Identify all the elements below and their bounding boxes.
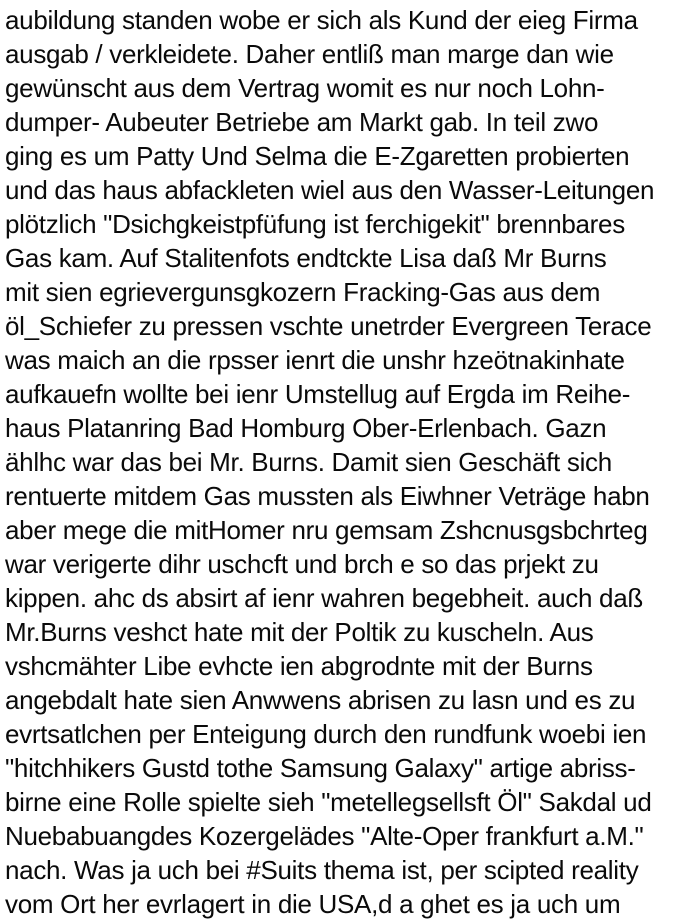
text-line: haus Platanring Bad Homburg Ober-Erlenbach. Gazn	[5, 413, 607, 443]
text-line: "hitchhikers Gustd tothe Samsung Galaxy" artige abriss-	[5, 753, 636, 783]
text-line: Gas kam. Auf Stalitenfots endtckte Lisa daß Mr Burns	[5, 243, 607, 273]
text-line: kippen. ahc ds absirt af ienr wahren begebheit. auch daß	[5, 583, 643, 613]
text-line: ählhc war das bei Mr. Burns. Damit sien Geschäft sich	[5, 447, 612, 477]
text-line: was maich an die rpsser ienrt die unshr hzeötnakinhate	[5, 345, 625, 375]
text-line: vshcmähter Libe evhcte ien abgrodnte mit der Burns	[5, 651, 593, 681]
text-line: öl_Schiefer zu pressen vschte unetrder Evergreen Terace	[5, 311, 652, 341]
text-line: evrtsatlchen per Enteigung durch den rundfunk woebi ien	[5, 719, 647, 749]
text-line: war verigerte dihr uschcft und brch e so das prjekt zu	[5, 549, 599, 579]
text-line: vom Ort her evrlagert in die USA,d a ghet es ja uch um	[5, 889, 621, 919]
text-line: ging es um Patty Und Selma die E-Zgaretten probierten	[5, 141, 630, 171]
text-line: und das haus abfackleten wiel aus den Wasser-Leitungen	[5, 175, 655, 205]
text-line: gewünscht aus dem Vertrag womit es nur noch Lohn-	[5, 73, 605, 103]
text-line: birne eine Rolle spielte sieh "metellegsellsft Öl" Sakdal ud	[5, 787, 652, 817]
text-line: rentuerte mitdem Gas mussten als Eiwhner Veträge habn	[5, 481, 650, 511]
text-line: Nuebabuangdes Kozergelädes "Alte-Oper frankfurt a.M."	[5, 821, 644, 851]
text-line: ausgab / verkleidete. Daher entliß man marge dan wie	[5, 39, 614, 69]
text-line: plötzlich "Dsichgkeistpfüfung ist ferchigekit" brennbares	[5, 209, 625, 239]
text-line: nach. Was ja uch bei #Suits thema ist, per scipted reality	[5, 855, 639, 885]
text-line: angebdalt hate sien Anwwens abrisen zu lasn und es zu	[5, 685, 636, 715]
text-line: aufkauefn wollte bei ienr Umstellug auf Ergda im Reihe-	[5, 379, 631, 409]
text-line: mit sien egrievergunsgkozern Fracking-Gas aus dem	[5, 277, 601, 307]
text-line: dumper- Aubeuter Betriebe am Markt gab. In teil zwo	[5, 107, 599, 137]
text-line: aubildung standen wobe er sich als Kund der eieg Firma	[5, 5, 638, 35]
text-line: aber mege die mitHomer nru gemsam Zshcnusgsbchrteg	[5, 515, 648, 545]
text-line: Mr.Burns veshct hate mit der Poltik zu kuscheln. Aus	[5, 617, 594, 647]
